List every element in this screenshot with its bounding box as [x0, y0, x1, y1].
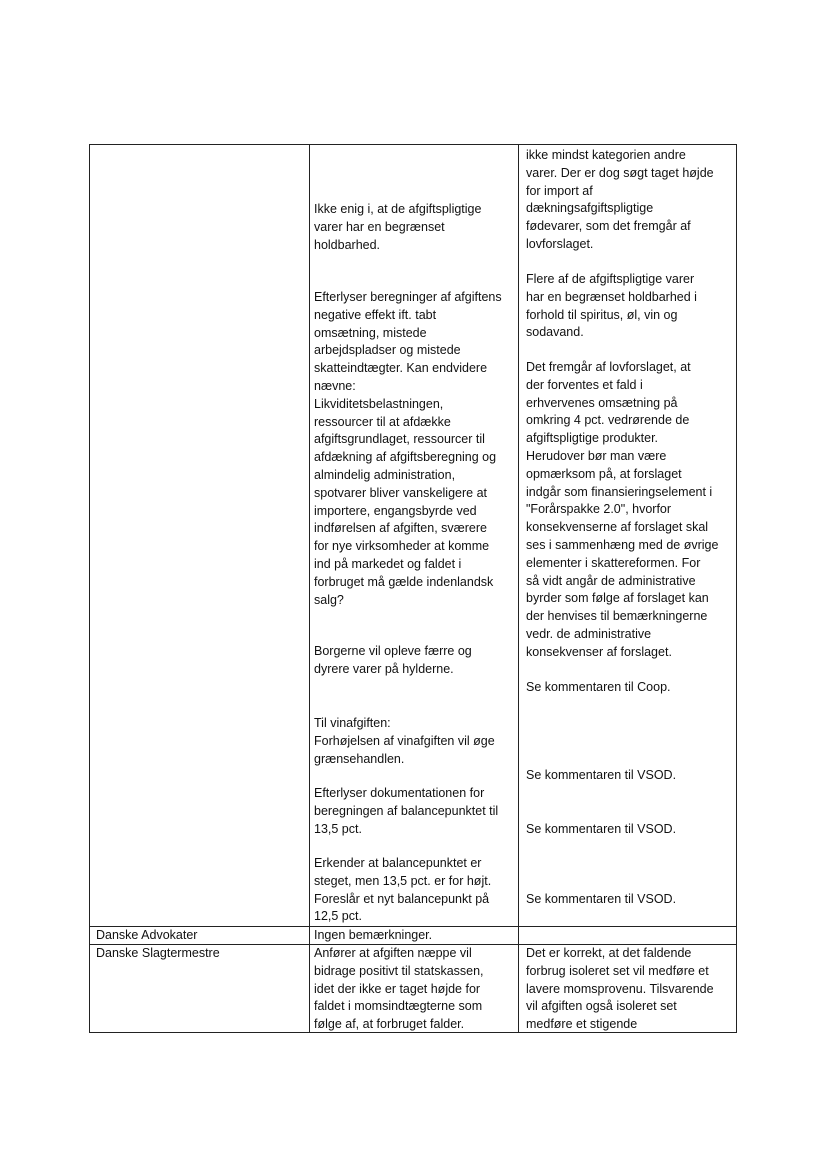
column-divider-2: [518, 145, 519, 1032]
comment-text: Til vinafgiften: Forhøjelsen af vinafgiften vil øge grænsehandlen.: [314, 716, 495, 766]
organization-label: Danske Slagtermestre: [96, 946, 220, 960]
response-block: [526, 767, 736, 785]
comment-text: Efterlyser beregninger af afgiftens negative effekt ift. tabt omsætning, mistede arbejdspladser og mistede skatteindtægter. Kan endvidere nævne: Likviditetsbelastningen, ressourcer til at afdække afgiftsgrundlaget, ressourcer til afdækning af afgiftsberegning og almindelig administration, spotvarer bliver vanskeligere at importere, engangsbyrde ved indførelsen af afgiften, sværere for nye virksomheder at komme ind på markedet og faldet i forbruget må gælde indenlandsk salg?: [314, 290, 502, 607]
comment-block: [314, 715, 518, 768]
comment-block: [314, 201, 518, 254]
response-text: Det fremgår af lovforslaget, at der forventes et fald i erhvervenes omsætning på omkring 4 pct. vedrørende de afgiftspligtige produkter. Herudover bør man være opmærksom på, at forslaget indgår som finansieringselement i "Forårspakke 2.0", hvorfor konsekvenserne af forslaget skal ses i sammenhæng med de øvrige elementer i skattereformen. For så vidt angår de administrative byrder som følge af forslaget kan der henvises til bemærkningerne vedr. de administrative konsekvenser af forslaget.: [526, 360, 719, 659]
column-divider-1: [309, 145, 310, 1032]
response-block: [526, 359, 736, 662]
response-block: [526, 271, 736, 342]
organization-name: [96, 927, 306, 945]
response-text: Se kommentaren til VSOD.: [526, 892, 677, 906]
organization-label: Danske Advokater: [96, 928, 198, 942]
comment-block: [314, 785, 518, 838]
comment-text: Efterlyser dokumentationen for beregningen af balancepunktet til 13,5 pct.: [314, 786, 499, 836]
response-text: Se kommentaren til VSOD.: [526, 822, 677, 836]
comment-text: Borgerne vil opleve færre og dyrere varer på hylderne.: [314, 644, 472, 676]
comment-text: Anfører at afgiften næppe vil bidrage positivt til statskassen, idet der ikke er taget højde for faldet i momsindtægterne som følge af, at forbruget falder.: [314, 946, 484, 1032]
hearing-response-table: [89, 144, 737, 1033]
comment-block: [314, 945, 518, 1034]
response-text: Det er korrekt, at det faldende forbrug isoleret set vil medføre et lavere momsprovenu. Tilsvarende vil afgiften også isoleret set medføre et stigende: [526, 946, 714, 1032]
response-block: [526, 821, 736, 839]
comment-block: [314, 927, 518, 945]
comment-text: Ikke enig i, at de afgiftspligtige varer har en begrænset holdbarhed.: [314, 202, 482, 252]
response-text: Flere af de afgiftspligtige varer har en begrænset holdbarhed i forhold til spiritus, øl, vin og sodavand.: [526, 272, 697, 340]
response-block: [526, 679, 736, 697]
comment-text: Ingen bemærkninger.: [314, 928, 433, 942]
response-text: ikke mindst kategorien andre varer. Der er dog søgt taget højde for import af dækningsafgiftspligtige fødevarer, som det fremgår af lovforslaget.: [526, 148, 714, 251]
response-block: [526, 891, 736, 909]
response-block: [526, 945, 736, 1034]
comment-block: [314, 643, 518, 679]
organization-name: [96, 945, 306, 963]
comment-block: [314, 855, 518, 926]
comment-block: [314, 289, 518, 609]
response-text: Se kommentaren til VSOD.: [526, 768, 677, 782]
response-text: Se kommentaren til Coop.: [526, 680, 671, 694]
comment-text: Erkender at balancepunktet er steget, men 13,5 pct. er for højt. Foreslår et nyt balancepunkt på 12,5 pct.: [314, 856, 492, 924]
response-block: [526, 147, 736, 254]
